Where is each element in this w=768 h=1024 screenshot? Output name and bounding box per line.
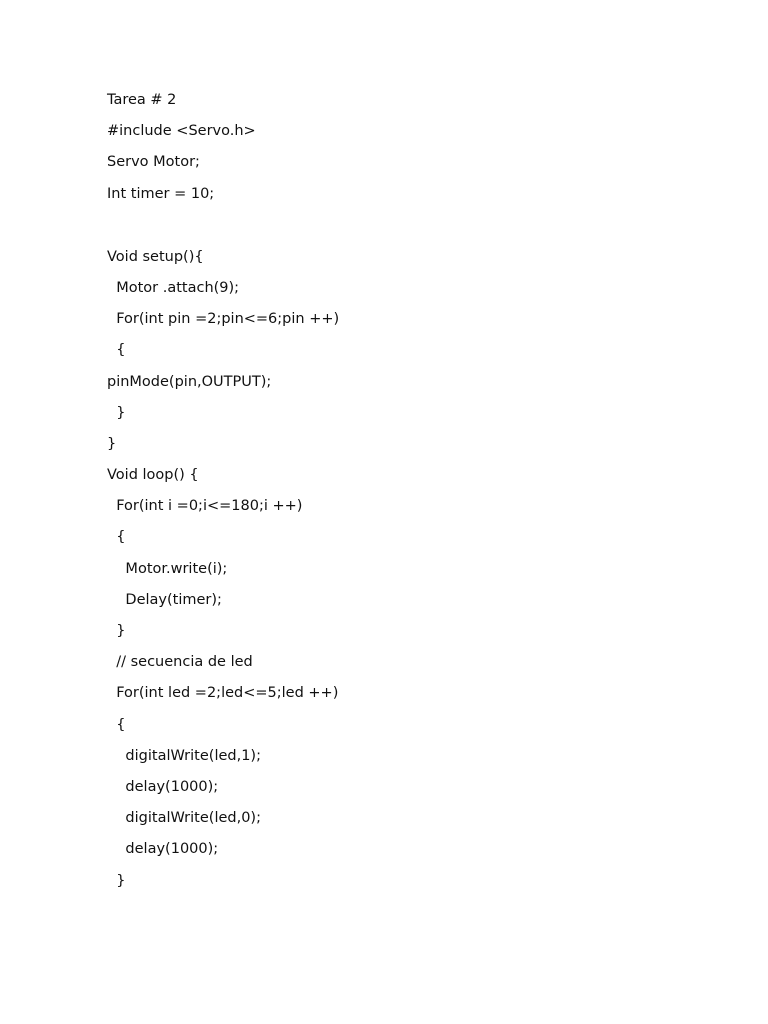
- document-line: For(int led =2;led<=5;led ++): [107, 685, 339, 702]
- document-line: Servo Motor;: [107, 154, 200, 171]
- document-line: Void setup(){: [107, 248, 204, 265]
- document-line: }: [107, 623, 126, 639]
- document-line: delay(1000);: [107, 841, 219, 858]
- document-line: Int timer = 10;: [107, 185, 215, 202]
- document-line: {: [107, 342, 126, 359]
- document-line: {: [107, 716, 126, 733]
- document-line: {: [107, 529, 126, 546]
- document-line: }: [107, 404, 126, 421]
- document-line: For(int pin =2;pin<=6;pin ++): [107, 311, 340, 328]
- document-line: Void loop() {: [107, 467, 199, 484]
- document-line: }: [107, 435, 117, 452]
- document-line: delay(1000);: [107, 778, 219, 795]
- document-line: pinMode(pin,OUTPUT);: [107, 373, 272, 390]
- document-line: // secuencia de led: [107, 654, 253, 671]
- document-line: }: [107, 872, 126, 889]
- document-line: digitalWrite(led,1);: [107, 747, 261, 764]
- document-line: Motor .attach(9);: [107, 279, 240, 296]
- code-text-block: [107, 90, 707, 902]
- document-line: Delay(timer);: [107, 591, 222, 608]
- document-line: For(int i =0;i<=180;i ++): [107, 498, 303, 515]
- document-line: digitalWrite(led,0);: [107, 810, 261, 827]
- document-line: Motor.write(i);: [107, 560, 228, 577]
- document-line: #include <Servo.h>: [107, 123, 256, 140]
- blank-line: [107, 215, 707, 247]
- document-line: Tarea # 2: [107, 92, 177, 108]
